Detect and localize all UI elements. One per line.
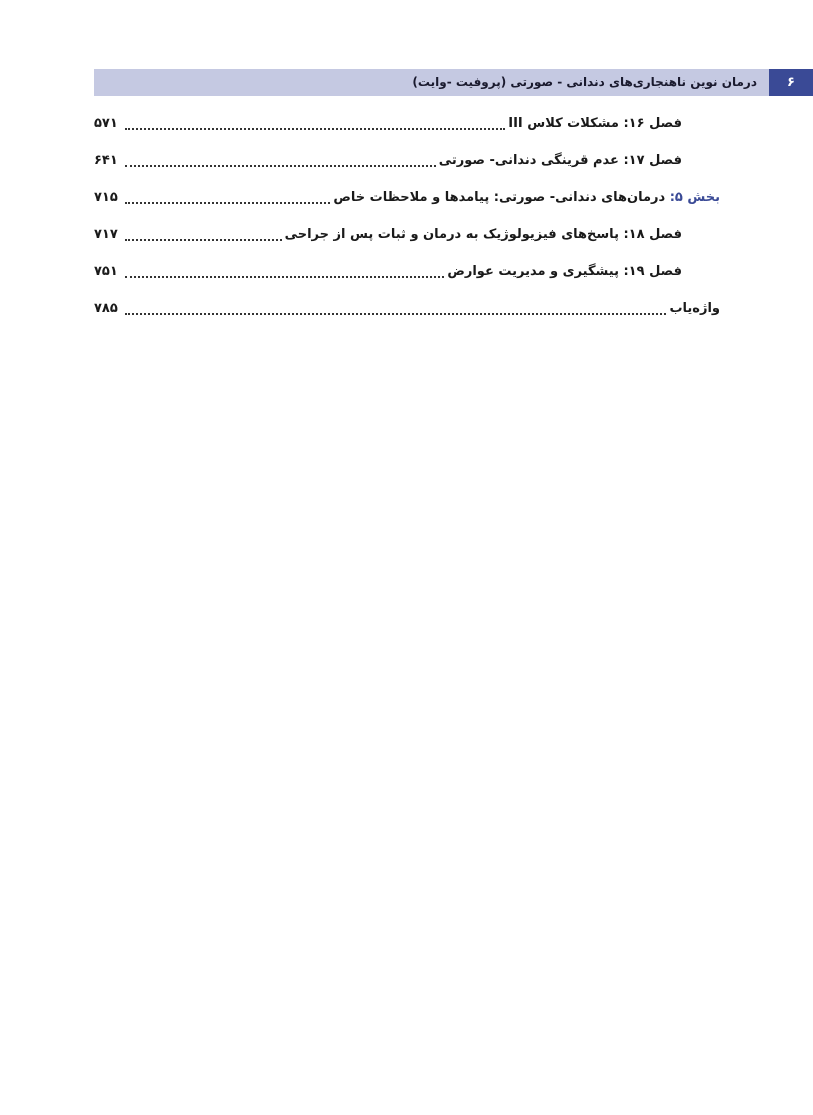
dot-leader	[125, 239, 282, 241]
dot-leader	[125, 202, 330, 204]
toc-entry-page: ۷۸۵	[94, 301, 118, 316]
toc-entry-label	[508, 116, 682, 131]
toc-entry-chapter-17[interactable]	[94, 142, 720, 179]
toc-entry-label	[669, 301, 720, 316]
dot-leader	[125, 128, 505, 130]
toc-entry-page: ۶۴۱	[94, 153, 118, 168]
toc-entry-label	[439, 153, 682, 168]
page-number: ۶	[787, 75, 795, 90]
toc-entry-title: واژه‌یاب	[669, 301, 720, 316]
dot-leader	[125, 165, 436, 167]
toc-entry-chapter-18[interactable]	[94, 216, 720, 253]
running-title: درمان نوین ناهنجاری‌های دندانی - صورتی (پروفیت -وایت)	[412, 75, 757, 89]
dot-leader	[125, 276, 444, 278]
toc-entry-label	[285, 227, 682, 242]
toc-entry-index[interactable]	[94, 290, 720, 327]
toc-entry-page: ۷۵۱	[94, 264, 118, 279]
toc-entry-page: ۷۱۷	[94, 227, 118, 242]
toc-entry-label	[447, 264, 682, 279]
part-prefix: بخش ۵:	[669, 190, 720, 205]
toc-entry-title: درمان‌های دندانی- صورتی: پیامدها و ملاحظات خاص	[333, 190, 670, 205]
page-number-box	[769, 69, 813, 96]
toc-entry-title: فصل ۱۸: پاسخ‌های فیزیولوژیک به درمان و ثبات پس از جراحی	[284, 227, 682, 242]
toc-entry-title: فصل ۱۹: پیشگیری و مدیریت عوارض	[447, 264, 682, 279]
toc-entry-chapter-19[interactable]	[94, 253, 720, 290]
table-of-contents	[94, 105, 720, 327]
toc-entry-chapter-16[interactable]	[94, 105, 720, 142]
toc-entry-title: فصل ۱۶: مشکلات کلاس III	[508, 116, 682, 131]
toc-entry-part-5[interactable]	[94, 179, 720, 216]
running-header	[94, 69, 813, 96]
toc-entry-page: ۵۷۱	[94, 116, 118, 131]
dot-leader	[125, 313, 666, 315]
toc-entry-label	[333, 190, 720, 205]
toc-entry-page: ۷۱۵	[94, 190, 118, 205]
toc-entry-title: فصل ۱۷: عدم قرینگی دندانی- صورتی	[438, 153, 682, 168]
